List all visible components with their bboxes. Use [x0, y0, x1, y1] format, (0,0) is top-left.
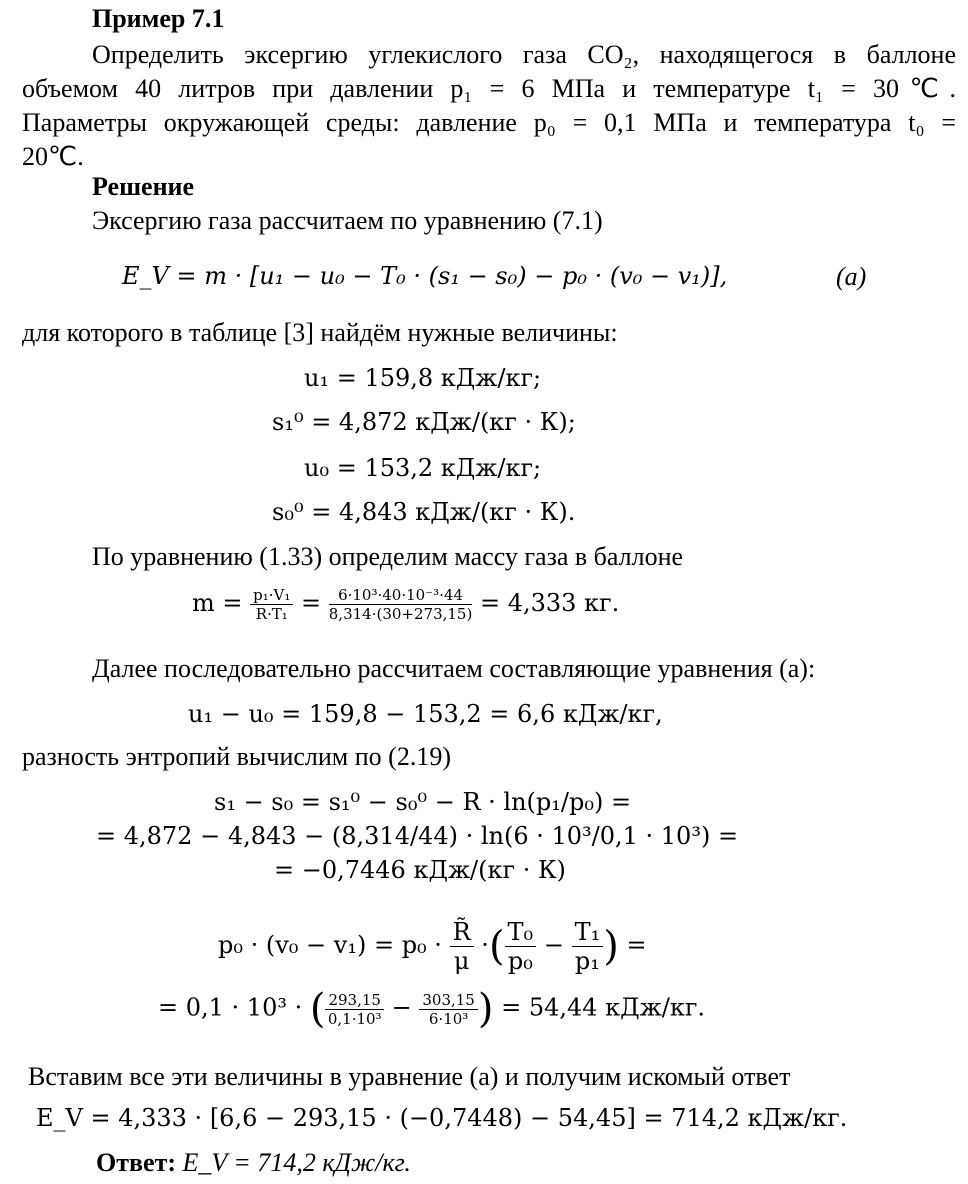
mass-equation: m = $\frac{\text{p₁·V₁}}{\text{R·T₁}}$ = $\frac{\text{6·10³·40·10⁻³·44}}{8,314\cdot(30+273,15)}$ = 4,333 кг.: [192, 586, 620, 623]
work-l2-result: = 54,44 кДж/кг.: [501, 993, 706, 1022]
entropy-equation-line-1: s₁ − s₀ = s₁⁰ − s₀⁰ − R · ln(p₁/p₀) =: [214, 788, 632, 816]
problem-line-1: Определить эксергию углекислого газа CO₂, находящегося в баллоне: [92, 40, 956, 69]
exergy-equation: E_V = m · [u₁ − u₀ − T₀ · (s₁ − s₀) − p₀ · (v₀ − v₁)],: [122, 262, 728, 290]
r-over-mu-fraction: [450, 918, 474, 975]
entropy-equation-line-3: = −0,7446 кДж/(кг · К): [274, 856, 566, 884]
answer-value: E_V = 714,2 кДж/кг.: [182, 1148, 411, 1177]
t1: T₁: [572, 918, 604, 947]
work-l2-start: = 0,1 · 10³ ·: [158, 993, 303, 1022]
value-u1: u₁ = 159,8 кДж/кг;: [304, 364, 542, 392]
insert-text: Вставим все эти величины в уравнение (a) и получим искомый ответ: [28, 1062, 791, 1091]
work-equation-line-2: = 0,1 · 10³ · ( $\frac{293,15}{\text{0,1·10³}}$ − $\frac{303,15}{\text{6·10³}}$ ) = 54,44 кДж/кг.: [158, 986, 706, 1032]
mass-frac1-den: R·T₁: [255, 605, 288, 623]
work-n2: 303,15: [419, 991, 478, 1010]
t1-over-p1-fraction: [572, 918, 604, 975]
p1: p₁: [574, 947, 600, 975]
mass-frac2-num: 6·10³·40·10⁻³·44: [329, 586, 473, 605]
internal-energy-equation: u₁ − u₀ = 159,8 − 153,2 = 6,6 кДж/кг,: [188, 700, 663, 728]
mass-fraction-2: [329, 586, 473, 623]
problem-line-4: 20℃.: [22, 142, 84, 171]
mass-fraction-1: [250, 586, 293, 623]
work-d2: 6·10³: [428, 1009, 469, 1028]
work-frac-1: [325, 991, 384, 1028]
t0-over-p0-fraction: [505, 918, 537, 975]
work-d1: 0,1·10³: [327, 1009, 382, 1028]
p0: p₀: [507, 947, 533, 975]
entropy-text: разность энтропий вычислим по (2.19): [22, 742, 451, 771]
table-text: для которого в таблице [3] найдём нужные величины:: [22, 318, 618, 347]
components-text: Далее последовательно рассчитаем составляющие уравнения (a):: [92, 654, 816, 683]
work-n1: 293,15: [325, 991, 384, 1010]
value-u0: u₀ = 153,2 кДж/кг;: [304, 454, 542, 482]
mass-text: По уравнению (1.33) определим массу газа в баллоне: [92, 542, 684, 571]
example-heading: Пример 7.1: [92, 4, 225, 33]
mass-frac1-num: p₁·V₁: [250, 586, 293, 605]
work-eq-end: =: [626, 931, 647, 959]
mass-result: = 4,333 кг.: [479, 589, 620, 617]
answer-label: Ответ:: [96, 1148, 177, 1177]
intro-text: Эксергию газа рассчитаем по уравнению (7.1): [92, 206, 603, 235]
mass-frac2-den: 8,314·(30+273,15): [328, 605, 473, 623]
work-frac-2: [419, 991, 478, 1028]
work-equation-line-1: p₀ · (v₀ − v₁) = p₀ · $\frac{R̃}{\mu}$ ·( $\frac{\text{T₀}}{\text{p₀}}$ − $\frac{\text{T₁}}{\text{p₁}}$ ) =: [218, 918, 647, 975]
value-s0: s₀⁰ = 4,843 кДж/(кг · К).: [272, 498, 576, 526]
value-s1: s₁⁰ = 4,872 кДж/(кг · К);: [272, 408, 576, 436]
equation-label: (a): [836, 262, 867, 291]
mu: μ: [453, 947, 470, 975]
problem-line-3: Параметры окружающей среды: давление p₀ = 0,1 МПа и температура t₀ =: [22, 108, 956, 137]
work-lhs: p₀ · (v₀ − v₁) = p₀ ·: [218, 931, 442, 959]
answer-line: [96, 1148, 411, 1178]
t0: T₀: [505, 918, 537, 947]
solution-heading: Решение: [92, 172, 195, 201]
mass-lhs: m =: [192, 589, 243, 617]
final-equation: E_V = 4,333 · [6,6 − 293,15 · (−0,7448) − 54,45] = 714,2 кДж/кг.: [36, 1104, 848, 1132]
rtilde: R̃: [450, 918, 474, 947]
problem-line-2: объемом 40 литров при давлении p₁ = 6 МПа и температуре t₁ = 30℃.: [22, 74, 956, 103]
entropy-equation-line-2: = 4,872 − 4,843 − (8,314/44) · ln(6 · 10³/0,1 · 10³) =: [96, 822, 739, 850]
